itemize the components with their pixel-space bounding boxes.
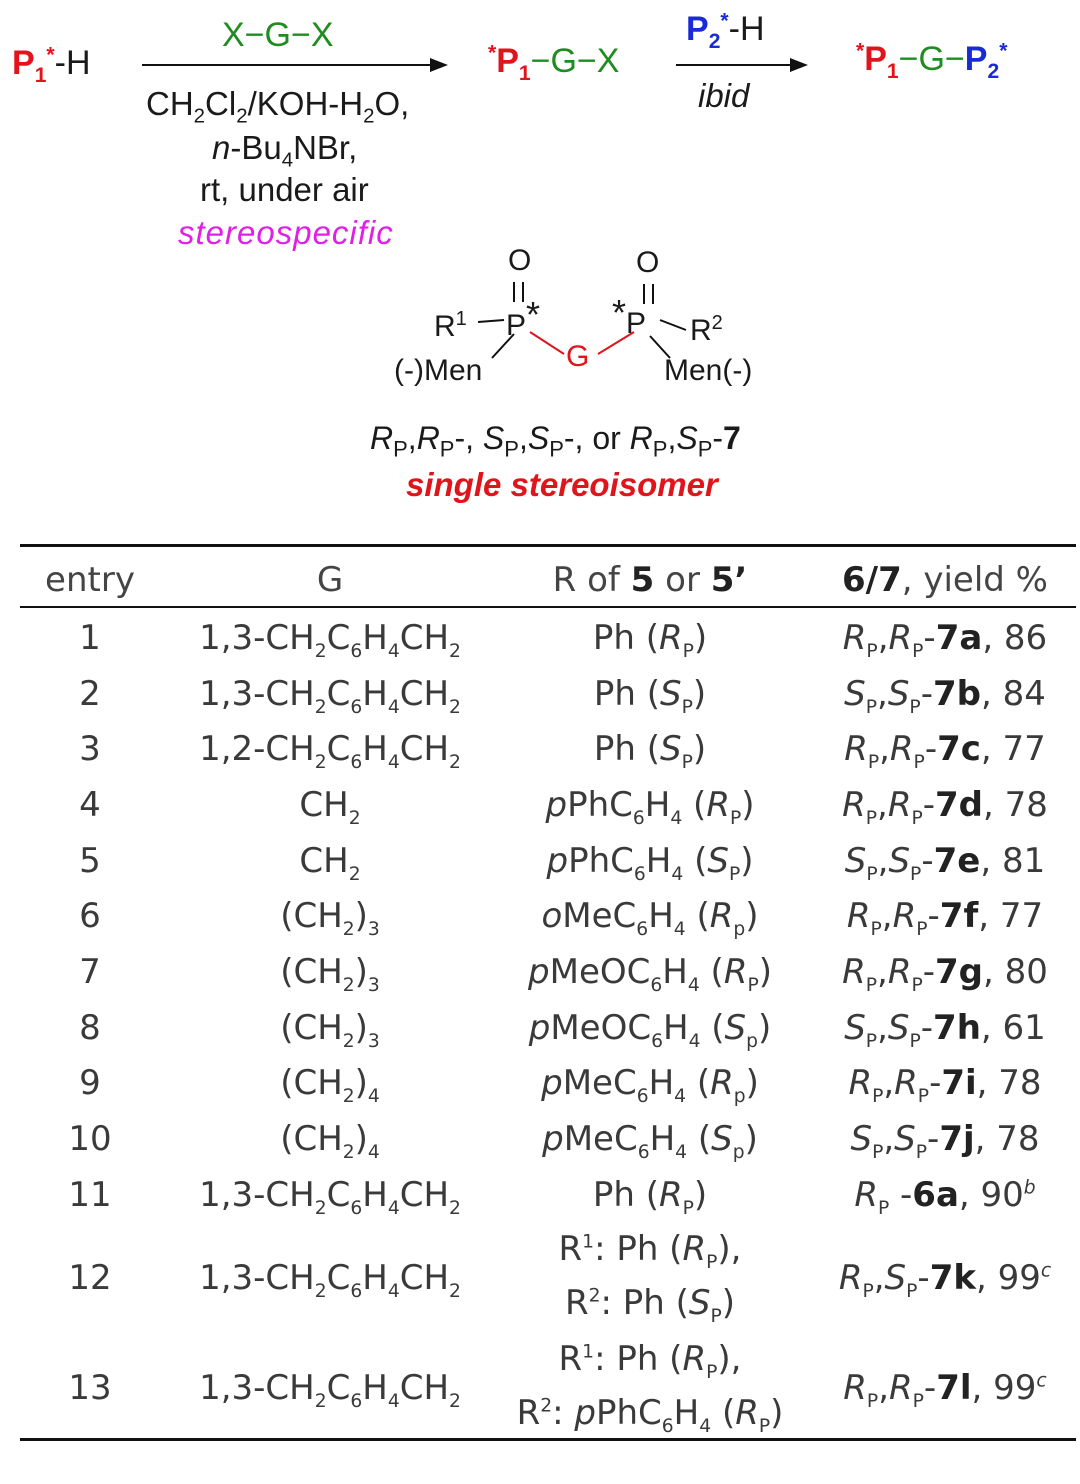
table-cell-yield: $R_P,R_P-7d$, 78 — [842, 784, 1048, 829]
table-cell-r: Ph $(S_P)$ — [593, 673, 707, 718]
table-cell-group: $(CH_2)_3$ — [280, 952, 380, 996]
condition-temperature: rt, under air — [200, 171, 369, 208]
table-cell-r: $pPhC_6H_4$ $(R_P)$ — [545, 784, 755, 829]
table-cell-entry: 12 — [68, 1257, 112, 1298]
menthyl-right: Men(-) — [664, 354, 753, 387]
table-cell-entry: 4 — [79, 784, 101, 825]
oxygen-right: O — [636, 246, 660, 279]
header-entry: entry — [45, 560, 135, 600]
product-p1gp2: $^*P_1-G-P_2^*$ — [856, 39, 1008, 83]
table-cell-entry: 8 — [79, 1007, 101, 1048]
table-top-rule — [20, 544, 1076, 547]
table-cell-r-line1: $R^1$: Ph $(R_P)$, — [558, 1338, 742, 1383]
table-cell-entry: 10 — [68, 1119, 112, 1160]
table-cell-yield: $R_P,R_P-7f$, 77 — [846, 896, 1044, 941]
single-stereoisomer-label: single stereoisomer — [406, 466, 718, 503]
table-cell-yield: $R_P,R_P-7c$, 77 — [844, 729, 1046, 774]
condition-catalyst: $n-Bu_4NBr$, — [212, 129, 358, 172]
table-cell-group: $(CH_2)_3$ — [280, 896, 380, 941]
table-cell-yield: $S_P,S_P-7h$, 61 — [844, 1007, 1046, 1052]
table-cell-entry: 9 — [79, 1063, 101, 1104]
table-cell-group: $CH_2$ — [299, 840, 361, 885]
table-bottom-rule — [20, 1438, 1076, 1441]
table-cell-r: $pPhC_6H_4$ $(S_P)$ — [546, 840, 754, 885]
table-cell-yield: $R_P,R_P-7l$, 99$^c$ — [843, 1367, 1047, 1412]
table-cell-group: $(CH_2)_4$ — [280, 1119, 380, 1163]
reaction-arrow-2 — [676, 64, 792, 66]
table-cell-group: $1,3-CH_2C_6H_4CH_2$ — [199, 1257, 461, 1302]
table-cell-yield: $S_P,S_P-7e$, 81 — [844, 840, 1046, 885]
table-cell-entry: 7 — [79, 952, 101, 993]
reactant-p1h: $P_1^*-H$ — [12, 43, 91, 87]
table-cell-group: $1,3-CH_2C_6H_4CH_2$ — [199, 673, 461, 718]
table-cell-yield: $R_P,S_P-7k$, 99$^c$ — [838, 1257, 1052, 1302]
substituent-r2: $R^2$ — [690, 312, 723, 347]
linker-g: G — [566, 340, 590, 373]
header-r: R of 5 or 5’ — [552, 560, 748, 600]
table-cell-entry: 11 — [68, 1174, 112, 1215]
table-cell-r-line1: $R^1$: Ph $(R_P)$, — [558, 1228, 742, 1273]
table-cell-r: $pMeC_6H_4$ $(S_p)$ — [542, 1119, 758, 1163]
condition-stereospecific: stereospecific — [178, 214, 394, 251]
header-g: G — [316, 560, 344, 600]
table-cell-yield: $S_P,S_P-7b$, 84 — [844, 673, 1046, 718]
table-cell-entry: 5 — [79, 840, 101, 881]
reagent-p2h: $P_2^*-H$ — [686, 9, 765, 53]
header-yield: 6/7, yield % — [842, 560, 1048, 600]
table-cell-yield: $S_P,S_P-7j$, 78 — [850, 1119, 1040, 1163]
table-cell-r: $pMeC_6H_4$ $(R_p)$ — [541, 1063, 759, 1108]
table-cell-group: $1,3-CH_2C_6H_4CH_2$ — [199, 617, 461, 662]
table-cell-entry: 13 — [68, 1367, 112, 1408]
table-cell-r-line2: $R^2$: $pPhC_6H_4$ $(R_P)$ — [516, 1392, 784, 1437]
table-header-rule — [20, 606, 1076, 608]
substituent-r1: $R^1$ — [434, 308, 467, 343]
table-cell-r: Ph $(R_P)$ — [592, 1174, 708, 1219]
oxygen-left: O — [508, 244, 532, 277]
reaction-arrow-1 — [142, 64, 434, 66]
table-cell-r: $pMeOC_6H_4$ $(S_p)$ — [528, 1007, 772, 1052]
table-cell-r: $pMeOC_6H_4$ $(R_P)$ — [528, 952, 772, 996]
table-cell-entry: 2 — [79, 673, 101, 714]
phosphorus-right: *P — [612, 292, 647, 340]
condition-solvent: $CH_2Cl_2/KOH-H_2O$, — [146, 85, 410, 128]
table-cell-group: $CH_2$ — [299, 784, 361, 829]
table-cell-group: $1,2-CH_2C_6H_4CH_2$ — [199, 729, 461, 774]
table-cell-group: $1,3-CH_2C_6H_4CH_2$ — [199, 1367, 461, 1412]
table-cell-yield: $R_P,R_P-7i$, 78 — [848, 1063, 1042, 1108]
table-cell-entry: 1 — [79, 617, 101, 658]
reagent-xgx: X−G−X — [222, 16, 334, 54]
phosphorus-left: P* — [506, 294, 541, 342]
table-cell-r: Ph $(R_P)$ — [592, 617, 708, 662]
table-cell-yield: $R_P,R_P-7a$, 86 — [842, 617, 1048, 662]
table-cell-r-line2: $R^2$: Ph $(S_P)$ — [564, 1282, 736, 1327]
table-cell-yield: $R_P,R_P-7g$, 80 — [842, 952, 1048, 996]
condition-ibid: ibid — [698, 77, 750, 114]
table-cell-r: $oMeC_6H_4$ $(R_p)$ — [541, 896, 759, 941]
table-cell-entry: 3 — [79, 729, 101, 770]
arrow-head-2 — [790, 58, 808, 72]
menthyl-left: (-)Men — [394, 354, 483, 387]
arrow-head-1 — [430, 58, 448, 72]
table-cell-group: $(CH_2)_4$ — [280, 1063, 380, 1108]
table-cell-group: $(CH_2)_3$ — [280, 1007, 380, 1052]
table-cell-entry: 6 — [79, 896, 101, 937]
table-cell-yield: $R_P$ -6a, 90$^b$ — [854, 1174, 1036, 1219]
table-cell-r: Ph $(S_P)$ — [593, 729, 707, 774]
table-cell-group: $1,3-CH_2C_6H_4CH_2$ — [199, 1174, 461, 1219]
stereoisomer-list: $R_P,R_P-$, $S_P,S_P-$, or $R_P,S_P-7$ — [370, 420, 741, 462]
intermediate-p1gx: $^*P_1-G-X$ — [488, 41, 620, 85]
